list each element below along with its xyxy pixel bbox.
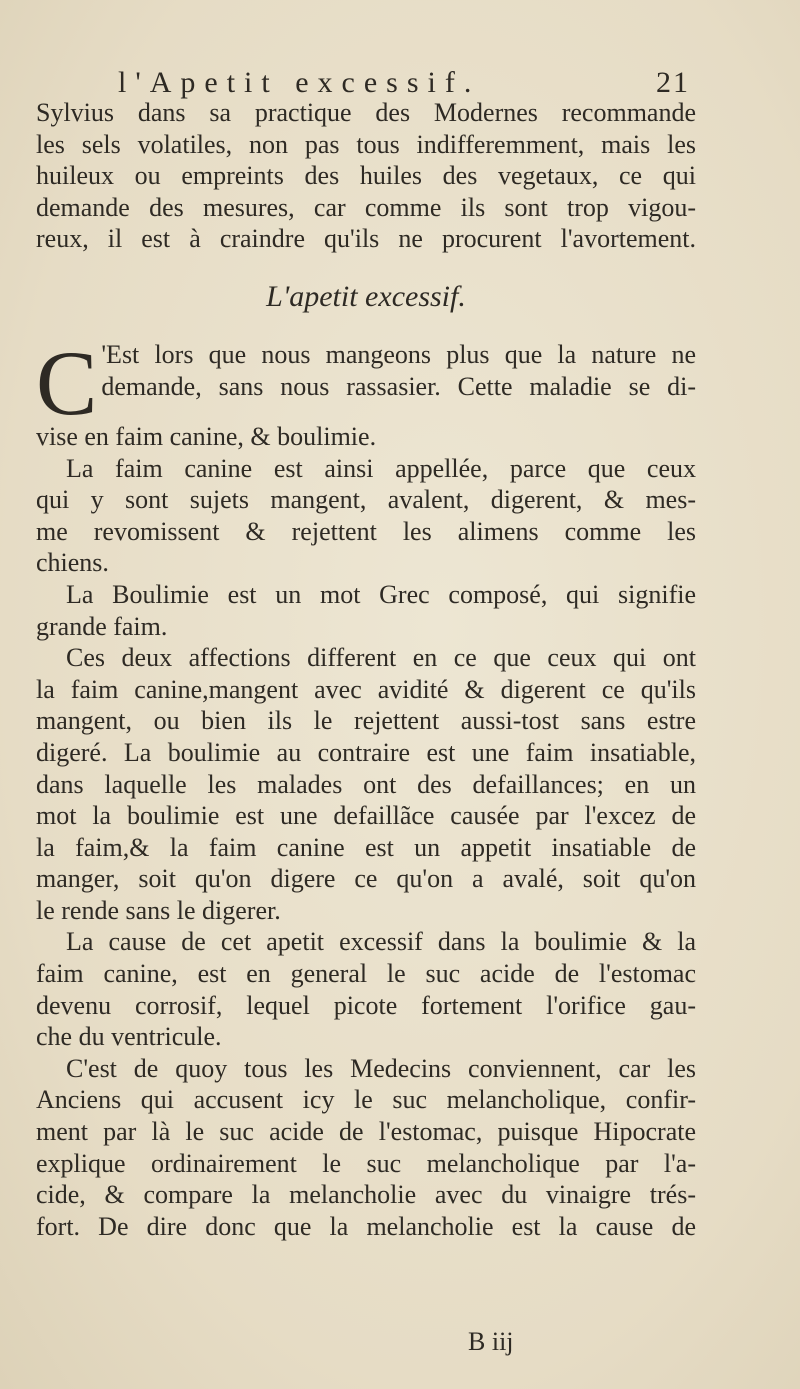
text-line: La faim canine est ainsi appellée, parce que ceux [66,453,696,483]
text-line: digeré. La boulimie au contraire est une faim insatiable, [36,737,696,767]
text-line: huileux ou empreints des huiles des vegetaux, ce qui [36,161,696,191]
text-line: demande, sans nous rassasier. Cette maladie se di- [101,371,696,401]
paragraphs [36,453,696,1243]
text-line: La cause de cet apetit excessif dans la boulimie & la [66,927,696,957]
running-title: l'Apetit excessif. [118,66,481,99]
text-line: me revomissent & rejettent les alimens comme les [36,516,696,546]
text-line: Ces deux affections different en ce que ceux qui ont [66,643,696,673]
text-line: cide, & compare la melancholie avec du vinaigre trés- [36,1180,696,1210]
body-text [36,97,696,1242]
text-line: che du ventricule. [36,1022,222,1052]
text-line: fort. De dire donc que la melancholie est la cause de [36,1211,696,1241]
text-line: explique ordinairement le suc melancholique par l'a- [36,1148,696,1178]
text-line: les sels volatiles, non pas tous indifferemment, mais les [36,129,696,159]
running-header [118,66,690,100]
text-line: devenu corrosif, lequel picote fortement l'orifice gau- [36,990,696,1020]
page-number: 21 [656,66,690,99]
text-line: faim canine, est en general le suc acide de l'estomac [36,959,696,989]
text-line: Anciens qui accusent icy le suc melancholique, confir- [36,1085,696,1115]
text-line: qui y sont sujets mangent, avalent, digerent, & mes- [36,485,696,515]
text-line: Sylvius dans sa practique des Modernes recommande [36,98,696,127]
text-line: vise en faim canine, & boulimie. [36,421,377,451]
first-paragraph [36,331,696,453]
text-line: grande faim. [36,611,168,641]
signature-mark: B iij [468,1327,514,1356]
drop-cap: C [36,331,98,434]
text-line: la faim,& la faim canine est un appetit insatiable de [36,832,696,862]
text-line: mot la boulimie est une defaillãce causée par l'excez de [36,801,696,831]
text-line: manger, soit qu'on digere ce qu'on a avalé, soit qu'on [36,864,696,894]
text-line: C'est de quoy tous les Medecins conviennent, car les [66,1053,696,1083]
text-line: La Boulimie est un mot Grec composé, qui signifie [66,579,696,609]
text-line: reux, il est à craindre qu'ils ne procurent l'avortement. [36,224,696,254]
section-title: L'apetit excessif. [266,279,466,313]
text-line: mangent, ou bien ils le rejettent aussi-tost sans estre [36,706,696,736]
text-line: dans laquelle les malades ont des defaillances; en un [36,769,696,799]
text-line: la faim canine,mangent avec avidité & digerent ce qu'ils [36,674,696,704]
text-line: le rende sans le digerer. [36,895,281,925]
text-line: chiens. [36,548,109,578]
text-line: demande des mesures, car comme ils sont trop vigou- [36,192,696,222]
text-line: 'Est lors que nous mangeons plus que la nature ne [101,339,696,369]
text-line: ment par là le suc acide de l'estomac, puisque Hipocrate [36,1117,696,1147]
